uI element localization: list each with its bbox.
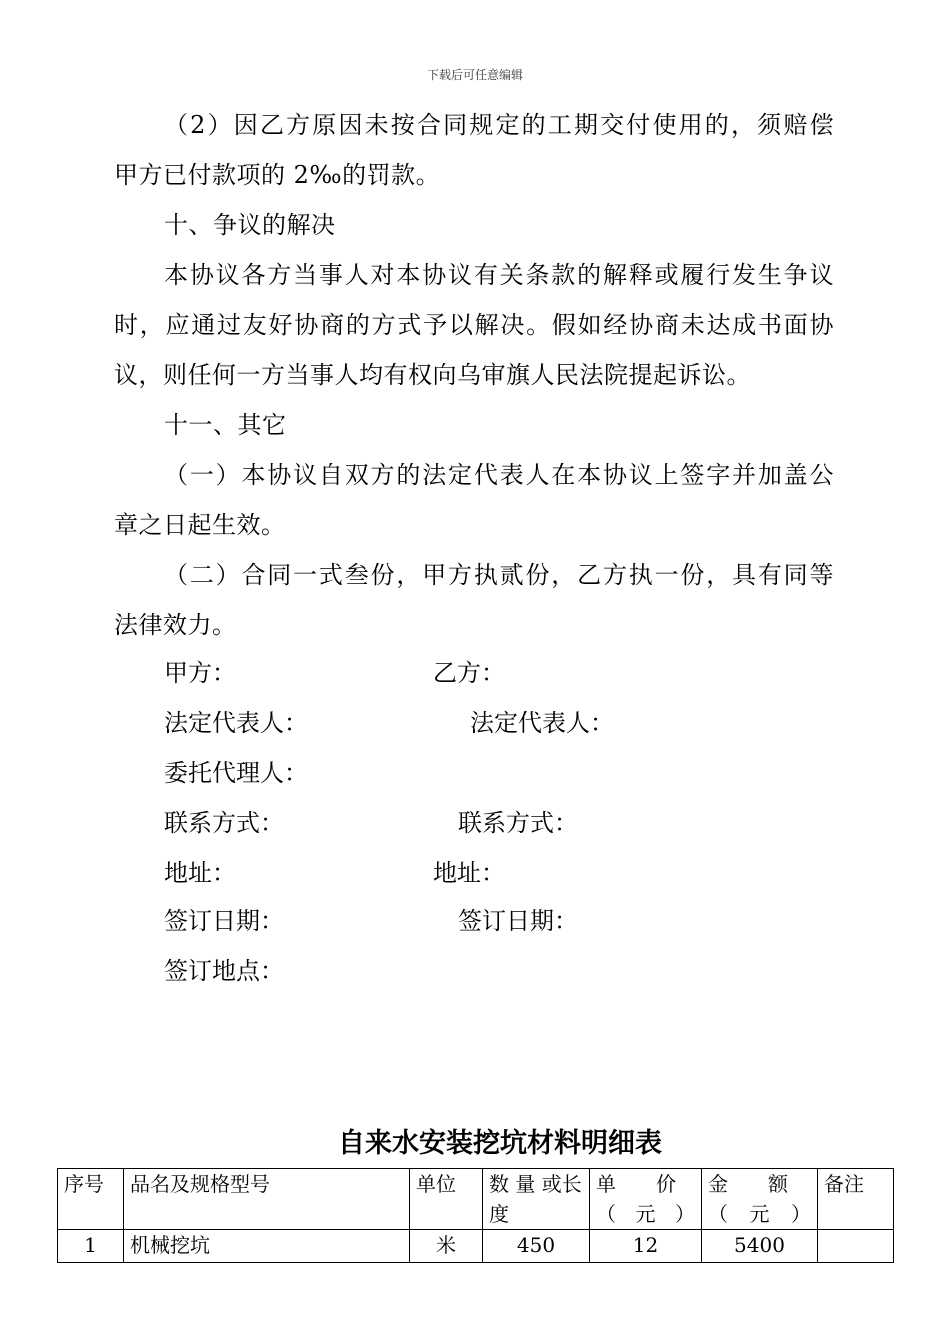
table-row xyxy=(58,1230,894,1263)
party-b-label: 乙方： xyxy=(433,659,505,687)
table-title: 自来水安装挖坑材料明细表 xyxy=(338,1128,662,1159)
cell-unit-price: 12 xyxy=(590,1230,702,1263)
table-header-row xyxy=(58,1169,894,1230)
agent-label: 委托代理人： xyxy=(164,759,308,787)
paragraph-line: （一）本协议自双方的法定代表人在本协议上签字并加盖公 xyxy=(164,461,834,489)
legal-rep-a-label: 法定代表人： xyxy=(164,709,308,737)
header-cell-item-name: 品名及规格型号 xyxy=(124,1169,410,1230)
paragraph-line: （2）因乙方原因未按合同规定的工期交付使用的，须赔偿 xyxy=(164,111,834,139)
paragraph-line: 时，应通过友好协商的方式予以解决。假如经协商未达成书面协 xyxy=(114,311,834,339)
header-cell-unit-price: 单 价（元） xyxy=(590,1169,702,1230)
party-a-label: 甲方： xyxy=(164,659,236,687)
material-detail-table xyxy=(57,1168,894,1263)
contact-b-label: 联系方式： xyxy=(458,809,578,837)
legal-rep-b-label: 法定代表人： xyxy=(470,709,614,737)
header-cell-unit: 单位 xyxy=(410,1169,483,1230)
cell-item-name: 机械挖坑 xyxy=(124,1230,410,1263)
paragraph-line: 议，则任何一方当事人均有权向乌审旗人民法院提起诉讼。 xyxy=(114,361,751,389)
contact-a-label: 联系方式： xyxy=(164,809,284,837)
date-a-label: 签订日期： xyxy=(164,907,284,935)
place-label: 签订地点： xyxy=(164,957,284,985)
paragraph-line: 本协议各方当事人对本协议有关条款的解释或履行发生争议 xyxy=(164,261,834,289)
address-b-label: 地址： xyxy=(433,859,505,887)
cell-index: 1 xyxy=(58,1230,124,1263)
cell-quantity: 450 xyxy=(483,1230,590,1263)
cell-unit: 米 xyxy=(410,1230,483,1263)
cell-remarks xyxy=(818,1230,894,1263)
paragraph-line: 法律效力。 xyxy=(114,611,237,639)
header-cell-amount: 金 额（元） xyxy=(702,1169,818,1230)
header-cell-index: 序号 xyxy=(58,1169,124,1230)
cell-amount: 5400 xyxy=(702,1230,818,1263)
paragraph-line: （二）合同一式叁份，甲方执贰份，乙方执一份，具有同等 xyxy=(164,561,834,589)
section-heading-other: 十一、其它 xyxy=(164,411,287,439)
header-cell-remarks: 备注 xyxy=(818,1169,894,1230)
date-b-label: 签订日期： xyxy=(458,907,578,935)
paragraph-line: 甲方已付款项的 2‰的罚款。 xyxy=(114,161,441,189)
header-cell-quantity: 数 量 或长度 xyxy=(483,1169,590,1230)
paragraph-line: 章之日起生效。 xyxy=(114,511,286,539)
address-a-label: 地址： xyxy=(164,859,236,887)
page-header-note: 下载后可任意编辑 xyxy=(426,68,523,82)
section-heading-dispute: 十、争议的解决 xyxy=(164,211,336,239)
